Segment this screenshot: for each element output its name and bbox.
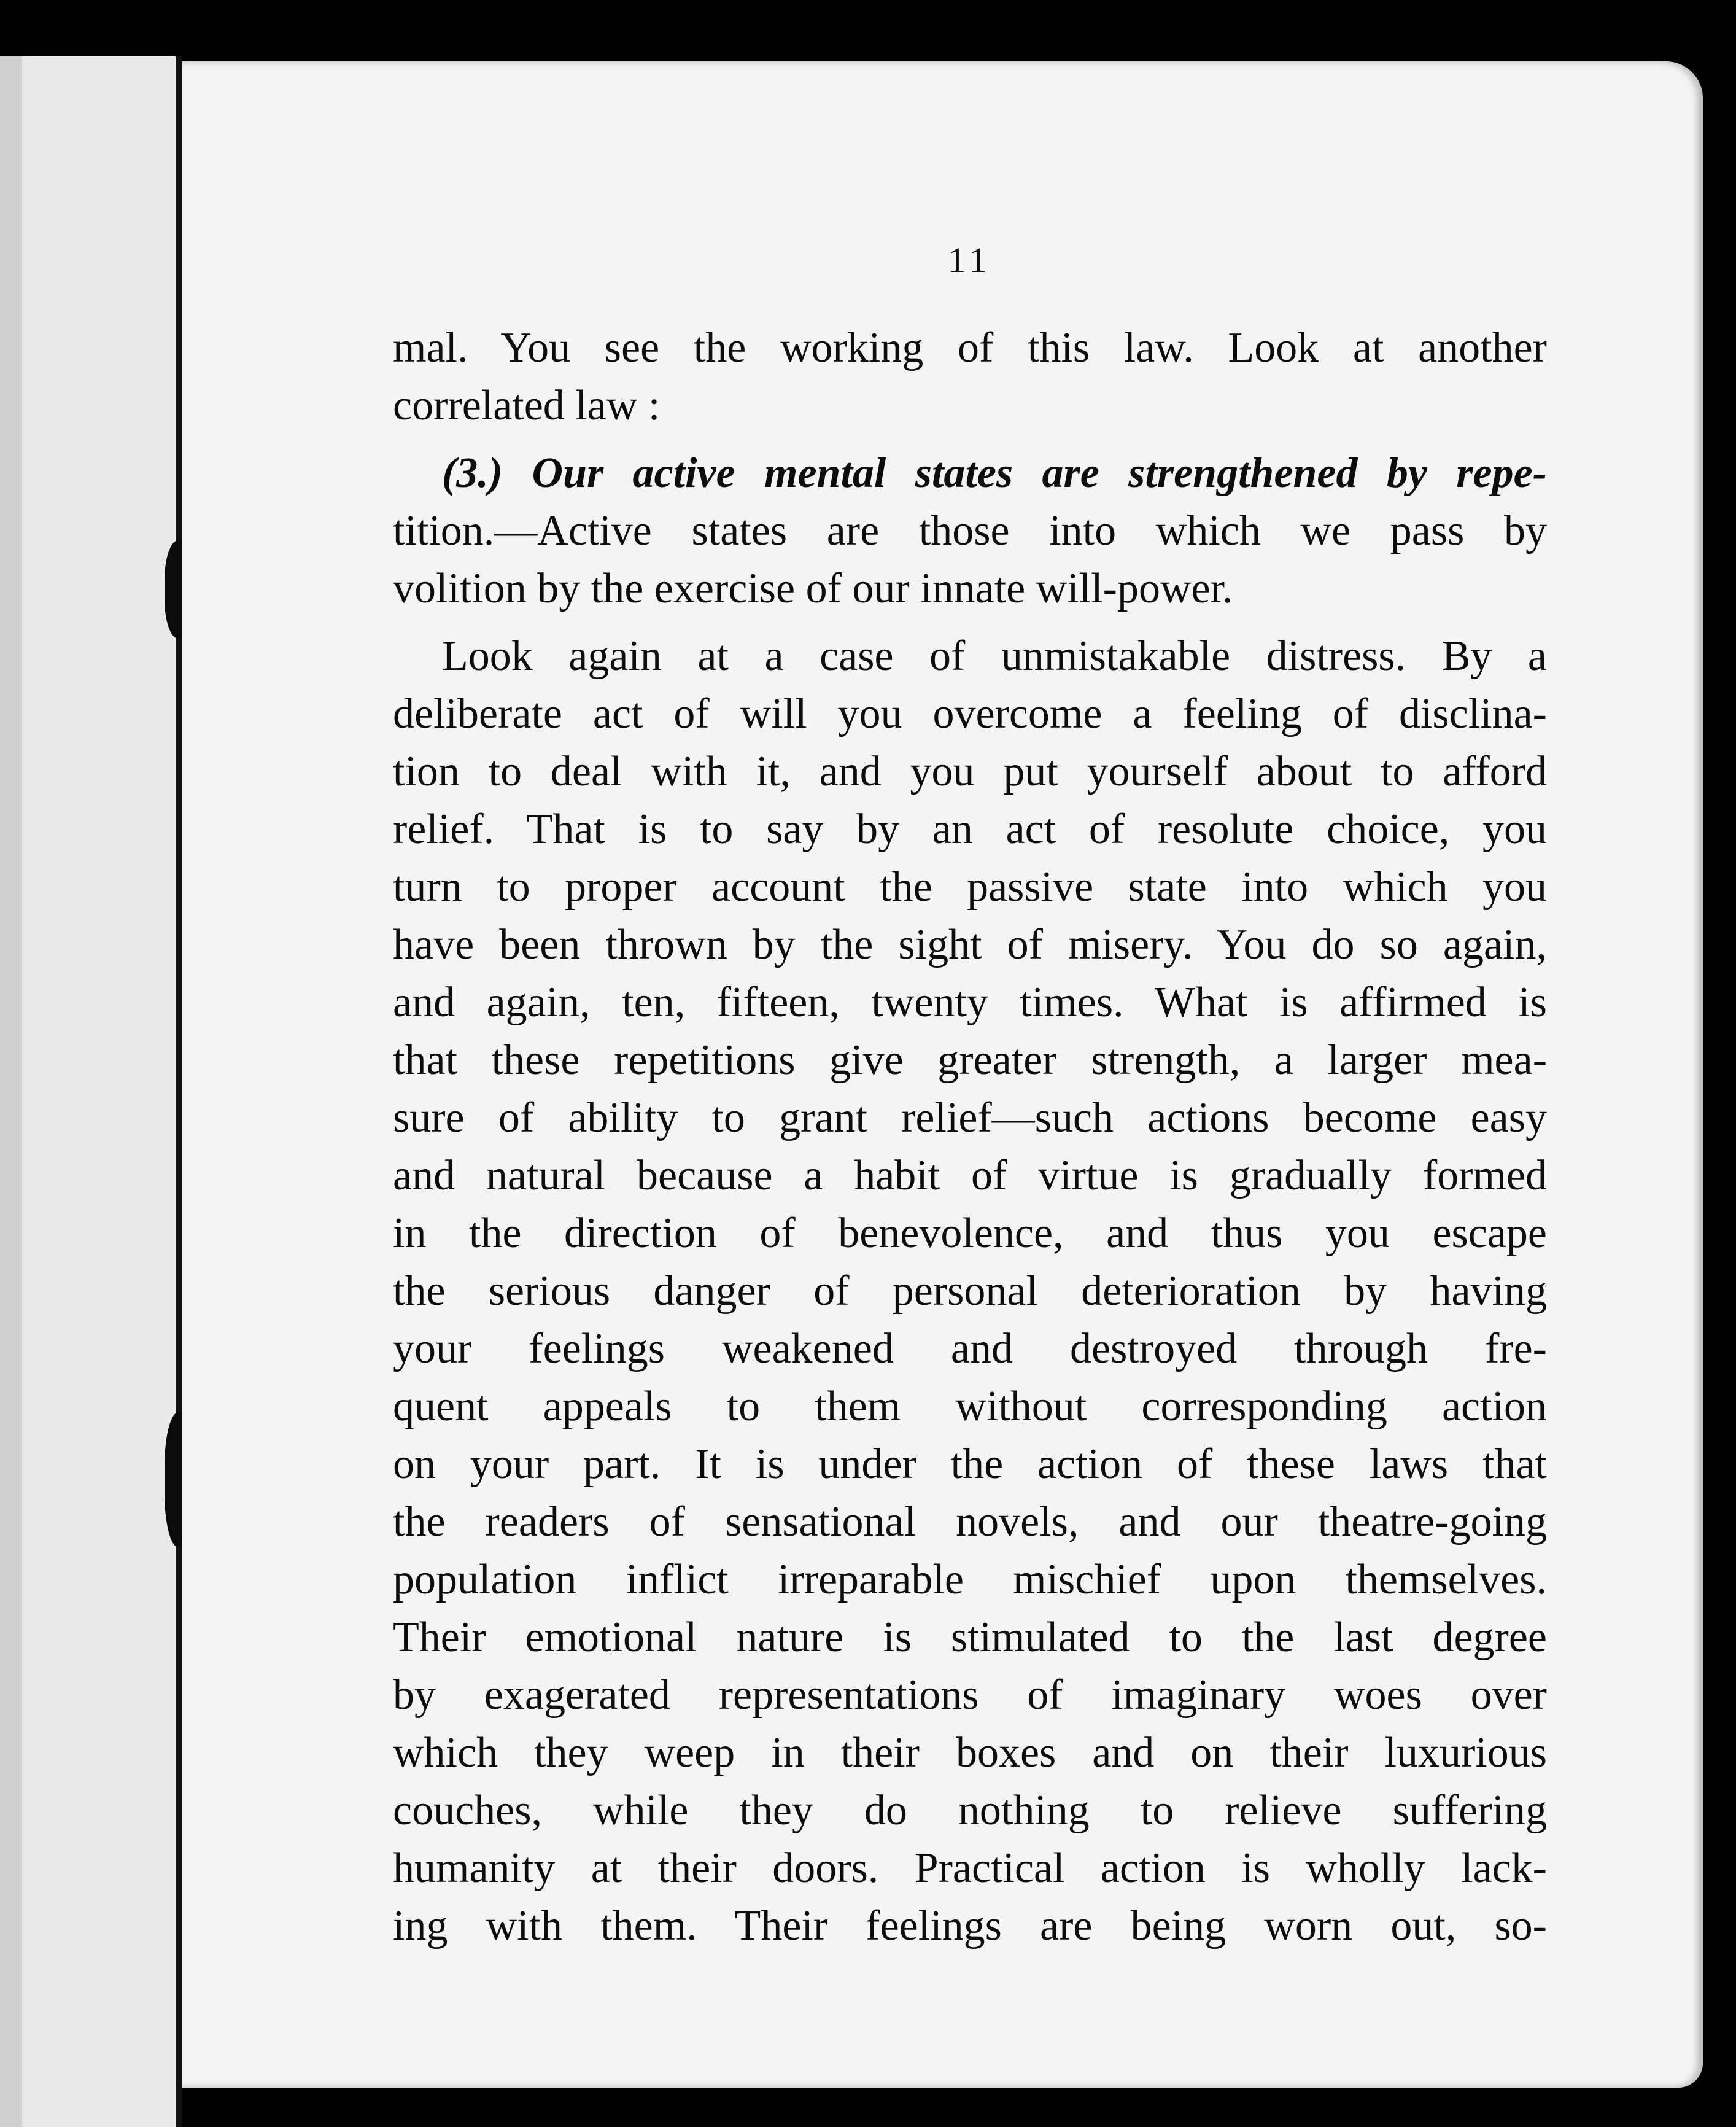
text-line: humanity at their doors. Practical action is wholly lack-: [393, 1845, 1547, 1892]
text-line: couches, while they do nothing to relieve suffering: [393, 1787, 1547, 1834]
text-line: by exagerated representations of imaginary woes over: [393, 1671, 1547, 1719]
facing-page-margin: [0, 56, 22, 2127]
text-line: correlated law :: [393, 382, 661, 429]
text-line: your feelings weakened and destroyed through fre-: [393, 1325, 1547, 1372]
text-line: relief. That is to say by an act of resolute choice, you: [393, 806, 1547, 853]
text-line: deliberate act of will you overcome a feeling of disclina-: [393, 690, 1547, 737]
text-line: that these repetitions give greater strength, a larger mea-: [393, 1036, 1547, 1084]
facing-page-edge: [0, 56, 182, 2127]
paragraph-start-line: Look again at a case of unmistakable distress. By a: [442, 632, 1547, 680]
text-line: on your part. It is under the action of these laws that: [393, 1441, 1547, 1488]
text-line: Their emotional nature is stimulated to the last degree: [393, 1614, 1547, 1661]
text-line: the readers of sensational novels, and our theatre-going: [393, 1498, 1547, 1546]
text-line: tition.—Active states are those into which we pass by: [393, 507, 1547, 554]
text-line: tion to deal with it, and you put yourself about to afford: [393, 748, 1547, 795]
page-number: 11: [948, 240, 992, 280]
text-line: mal. You see the working of this law. Look at another: [393, 324, 1547, 371]
text-line: ing with them. Their feelings are being worn out, so-: [393, 1902, 1547, 1950]
text-line: sure of ability to grant relief—such actions become easy: [393, 1094, 1547, 1141]
text-line: have been thrown by the sight of misery. You do so again,: [393, 921, 1547, 968]
text-line: quent appeals to them without corresponding action: [393, 1383, 1547, 1430]
section-heading-line: (3.) Our active mental states are strengthened by repe-: [442, 449, 1547, 497]
text-line: population inflict irreparable mischief upon themselves.: [393, 1556, 1547, 1603]
text-line: and natural because a habit of virtue is gradually formed: [393, 1152, 1547, 1199]
body-text: [393, 319, 1547, 1955]
text-line: turn to proper account the passive state into which you: [393, 863, 1547, 911]
text-line: volition by the exercise of our innate will-power.: [393, 565, 1233, 612]
text-line: the serious danger of personal deterioration by having: [393, 1267, 1547, 1315]
text-line: in the direction of benevolence, and thus you escape: [393, 1210, 1547, 1257]
text-line: which they weep in their boxes and on their luxurious: [393, 1729, 1547, 1776]
text-line: and again, ten, fifteen, twenty times. What is affirmed is: [393, 979, 1547, 1026]
